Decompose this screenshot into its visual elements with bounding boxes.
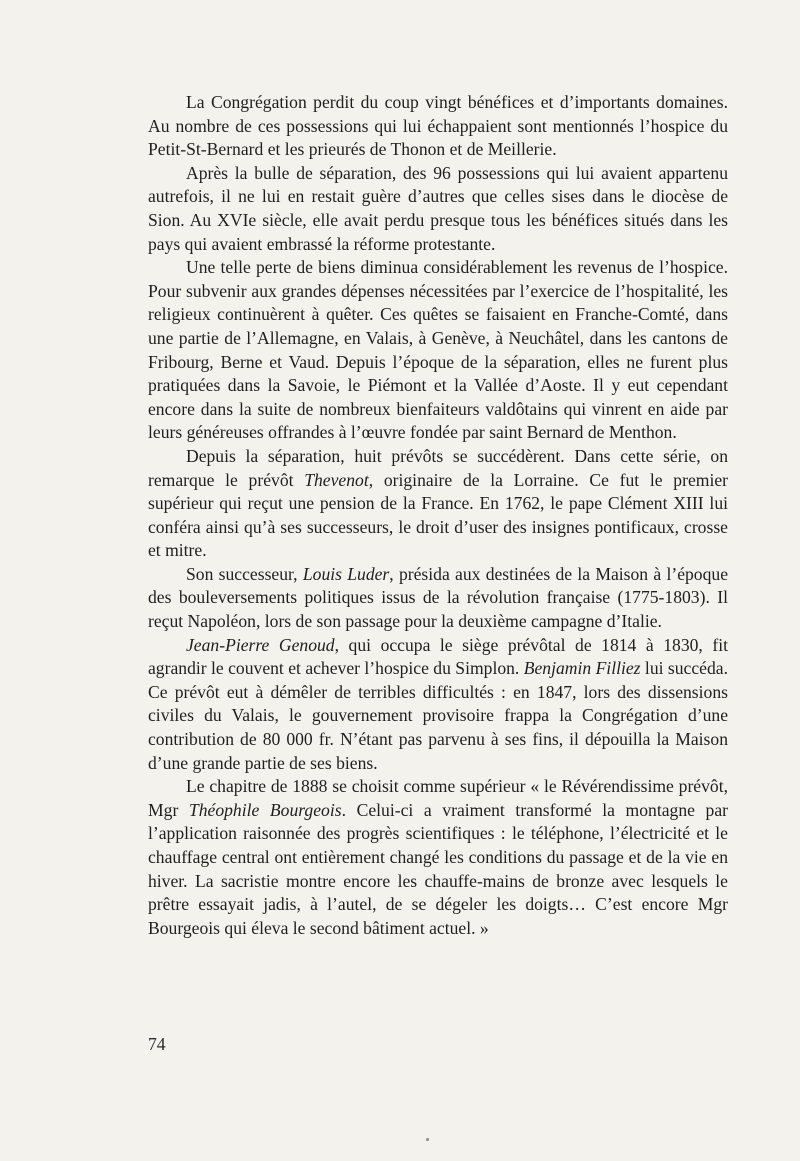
page-number: 74 (148, 1034, 166, 1054)
italic-name: Théophile Bourgeois (188, 799, 342, 820)
paragraph (148, 162, 728, 256)
text-segment: Depuis la séparation, huit prévôts se succédèrent. Dans cette série, on remarque le prévôt (148, 445, 728, 490)
text-segment: La Congrégation perdit du coup vingt bénéfices et d’importants domaines. Au nombre de ces possessions qui lui échappaient sont mentionnés l’hospice du Petit-St-Bernard et les prieurés de Thonon et de Meillerie. (148, 92, 728, 160)
text-segment: . Celui-ci a vraiment transformé la montagne par l’application raisonnée des progrès scientifiques : le téléphone, l’électricité et le chauffage central ont entièrement changé les conditions du passage et de la vie en hiver. La sacristie montre encore les chauffe-mains de bronze avec lesquels le prêtre essayait jadis, à l’autel, de se dégeler les doigts… C’est encore Mgr Bourgeois qui éleva le second bâtiment actuel. » (148, 799, 729, 938)
paragraph (148, 634, 728, 776)
text-segment: lui succéda. Ce prévôt eut à démêler de terribles difficultés : en 1847, lors des dissensions civiles du Valais, le gouvernement provisoire frappa la Congrégation d’une contribution de 80 000 fr. N’étant pas parvenu à ses fins, il dépouilla la Maison d’une grande partie de ses biens. (148, 658, 728, 773)
text-segment: , présida aux destinées de la Maison à l’époque des bouleversements politiques issus de la révolution française (1775-1803). Il reçut Napoléon, lors de son passage pour la deuxième campagne d’Italie. (148, 563, 728, 632)
paper-speck (426, 1138, 429, 1141)
text-segment: , qui occupa le siège prévôtal de 1814 à 1830, fit agrandir le couvent et achever l’hospice du Simplon. (148, 634, 728, 679)
italic-name: Benjamin Filliez (523, 658, 641, 679)
text-segment: Le chapitre de 1888 se choisit comme supérieur « le Révérendissime prévôt, Mgr (148, 776, 728, 820)
paragraph (148, 775, 728, 940)
paragraph (148, 256, 728, 445)
paragraph (148, 91, 728, 162)
italic-name: Jean-Pierre Genoud (186, 634, 335, 655)
body-text (148, 91, 728, 940)
italic-name: Louis Luder (302, 563, 390, 584)
text-segment: Après la bulle de séparation, des 96 possessions qui lui avaient appartenu autrefois, il ne lui en restait guère d’autres que celles sises dans le diocèse de Sion. Au XVIe siècle, elle avait perdu presque tous les bénéfices situés dans les pays qui avaient embrassé la réforme protestante. (148, 162, 728, 254)
text-segment: Son successeur, (186, 563, 303, 584)
text-segment: Une telle perte de biens diminua considérablement les revenus de l’hospice. Pour subvenir aux grandes dépenses nécessitées par l’exercice de l’hospitalité, les religieux continuèrent à quêter. Ces quêtes se faisaient en Franche-Comté, dans une partie de l’Allemagne, en Valais, à Genève, à Neuchâtel, dans les cantons de Fribourg, Berne et Vaud. Depuis l’époque de la séparation, elles ne furent plus pratiquées dans la Savoie, le Piémont et la Vallée d’Aoste. Il y eut cependant encore dans la suite de nombreux bienfaiteurs valdôtains qui vinrent en aide par leurs généreuses offrandes à l’œuvre fondée par saint Bernard de Menthon. (148, 257, 728, 443)
paragraph (148, 445, 728, 563)
text-segment: , originaire de la Lorraine. Ce fut le premier supérieur qui reçut une pension de la France. En 1762, le pape Clément XIII lui conféra ainsi qu’à ses successeurs, le droit d’user des insignes pontificaux, crosse et mitre. (148, 469, 728, 561)
italic-name: Thevenot (304, 469, 369, 490)
paragraph (148, 563, 728, 634)
